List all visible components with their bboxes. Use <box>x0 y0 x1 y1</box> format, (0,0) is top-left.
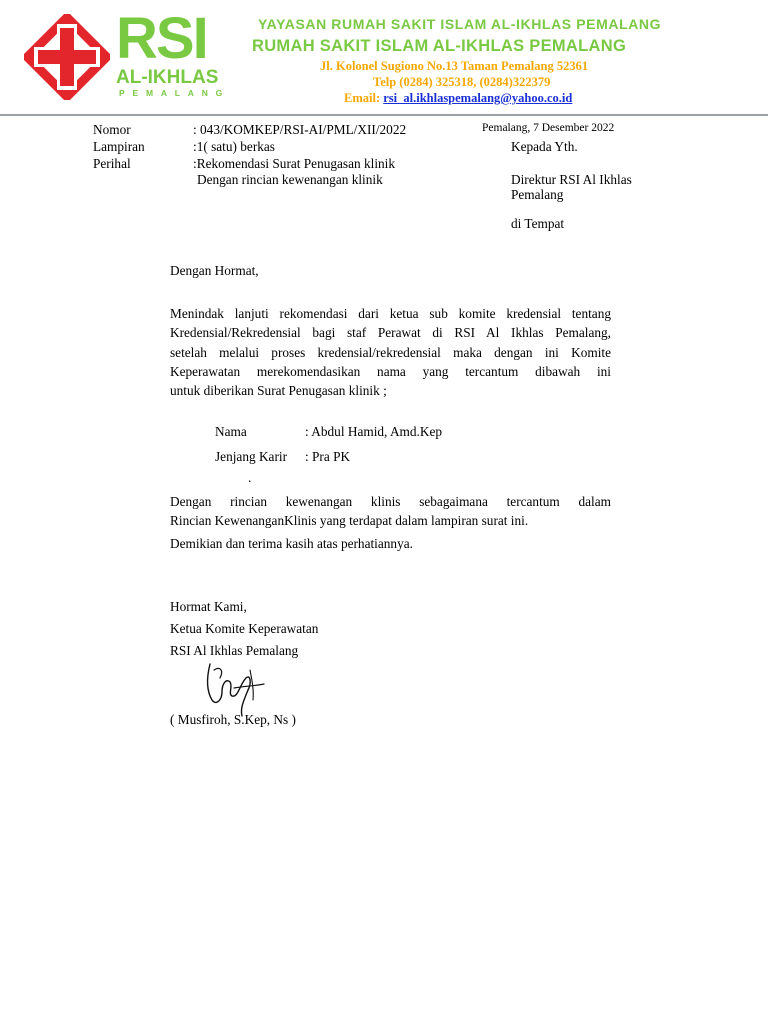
perihal-label: Perihal <box>93 156 131 171</box>
hospital-email-line <box>344 91 572 106</box>
paragraph-line: Dengan rincian kewenangan klinis sebagaimana tercantum dalam <box>170 494 611 509</box>
recipient-place: di Tempat <box>511 216 565 231</box>
name-label: Nama <box>215 424 247 439</box>
career-value: : Pra PK <box>305 449 351 464</box>
nomor-value: : 043/KOMKEP/RSI-AI/PML/XII/2022 <box>193 122 407 137</box>
closing-line: Demikian dan terima kasih atas perhatiannya. <box>170 536 413 551</box>
paragraph-line: setelah melalui proses kredensial/rekredensial maka dengan ini Komite <box>170 344 611 360</box>
letter-date: Pemalang, 7 Desember 2022 <box>482 122 615 134</box>
handwritten-signature <box>200 660 268 718</box>
paragraph-details <box>170 492 611 531</box>
recipient-name: Direktur RSI Al Ikhlas <box>511 172 632 187</box>
regards: Hormat Kami, <box>170 599 247 614</box>
hospital-logo-cross-icon <box>24 14 110 100</box>
hospital-address: Jl. Kolonel Sugiono No.13 Taman Pemalang 52361 <box>320 59 589 73</box>
signer-name: ( Musfiroh, S.Kep, Ns ) <box>170 712 296 727</box>
perihal-value-continued: Dengan rincian kewenangan klinik <box>197 172 383 187</box>
paragraph-line: Keperawatan merekomendasikan nama yang tercantum dibawah ini <box>170 363 611 379</box>
stray-dot: . <box>248 470 252 485</box>
signer-organization: RSI Al Ikhlas Pemalang <box>170 643 299 658</box>
hospital-name: RUMAH SAKIT ISLAM AL-IKHLAS PEMALANG <box>252 37 627 55</box>
paragraph-line: Menindak lanjuti rekomendasi dari ketua sub komite kredensial tentang <box>170 306 611 321</box>
email-label: Email: <box>344 91 381 105</box>
paragraph-recommendation <box>170 304 611 400</box>
signer-title: Ketua Komite Keperawatan <box>170 621 319 636</box>
nomor-label: Nomor <box>93 122 131 137</box>
hospital-phone: Telp (0284) 325318, (0284)322379 <box>373 75 551 89</box>
career-label: Jenjang Karir <box>215 449 287 464</box>
paragraph-line: Kredensial/Rekredensial bagi staf Perawat di RSI Al Ikhlas Pemalang, <box>170 325 611 341</box>
lampiran-value: :1( satu) berkas <box>193 139 275 154</box>
recipient-name-continued: Pemalang <box>511 187 564 202</box>
paragraph-line: Rincian KewenanganKlinis yang terdapat dalam lampiran surat ini. <box>170 513 529 529</box>
logo-subtext: AL-IKHLAS <box>116 67 219 88</box>
recipient-greeting: Kepada Yth. <box>511 139 578 154</box>
foundation-name: YAYASAN RUMAH SAKIT ISLAM AL-IKHLAS PEMALANG <box>258 16 662 32</box>
name-value: : Abdul Hamid, Amd.Kep <box>305 424 443 439</box>
logo-wordmark: RSI <box>116 6 207 71</box>
salutation: Dengan Hormat, <box>170 263 259 278</box>
paragraph-line: untuk diberikan Surat Penugasan klinik ; <box>170 383 387 399</box>
lampiran-label: Lampiran <box>93 139 145 154</box>
letterhead-divider <box>0 114 768 116</box>
perihal-value: :Rekomendasi Surat Penugasan klinik <box>193 156 396 171</box>
logo-city: PEMALANG <box>119 88 231 98</box>
email-link[interactable]: rsi_al.ikhlaspemalang@yahoo.co.id <box>383 91 573 105</box>
